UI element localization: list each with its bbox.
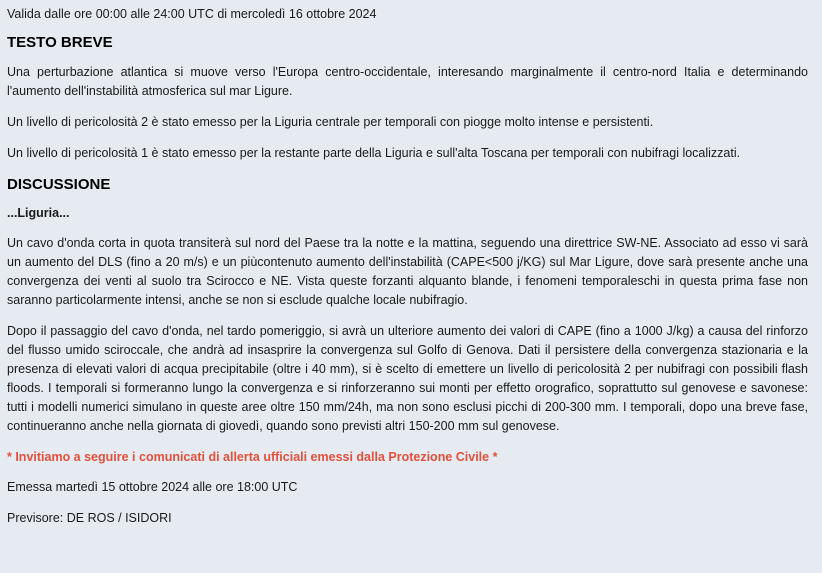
discussion-paragraph-1: Un cavo d'onda corta in quota transiterà sul nord del Paese tra la notte e la mattina, seguendo una direttrice SW-NE. Associato ad esso vi sarà un aumento del DLS (fino a 20 m/s) e un piùcontenuto aumento dell'instabilità (CAPE<500 j/KG) sul Mar Ligure, dove sarà presente anche una convergenza dei venti al suolo tra Scirocco e NE. Vista queste forzanti alquanto blande, i fenomeni temporaleschi in questa prima fase non saranno particolarmente intensi, anche se non si esclude qualche locale nubifragio.	[7, 236, 808, 307]
forecasters-line: Previsore: DE ROS / ISIDORI	[7, 511, 172, 525]
region-label: ...Liguria...	[7, 206, 70, 220]
discussion-heading: DISCUSSIONE	[7, 176, 111, 193]
issued-line: Emessa martedì 15 ottobre 2024 alle ore 18:00 UTC	[7, 480, 298, 494]
short-text-paragraph-2: Un livello di pericolosità 2 è stato emesso per la Liguria centrale per temporali con piogge molto intense e persistenti.	[7, 115, 654, 129]
discussion-paragraph-2: Dopo il passaggio del cavo d'onda, nel tardo pomeriggio, si avrà un ulteriore aumento dei valori di CAPE (fino a 1000 J/kg) a causa del rinforzo del flusso umido sciroccale, che andrà ad insasprire la convergenza sul Golfo di Genova. Dati il persistere della convergenza stazionaria e la presenza di elevati valori di acqua precipitabile (oltre i 40 mm), si è scelto di emettere un livello di pericolosità 2 per nubifragi con possibili flash floods. I temporali si formeranno lungo la convergenza e si rinforzeranno sui monti per effetto orografico, soprattutto sul genovese e savonese: tutti i modelli numerici simulano in queste aree oltre 150 mm/24h, ma non sono esclusi picchi di 200-300 mm. I temporali, dopo una breve fase, continueranno anche nella giornata di giovedì, quando sono previsti altri 150-200 mm sul genovese.	[7, 324, 808, 433]
alert-notice: * Invitiamo a seguire i comunicati di allerta ufficiali emessi dalla Protezione Civile *	[7, 450, 498, 464]
short-text-heading: TESTO BREVE	[7, 34, 113, 51]
short-text-paragraph-3: Un livello di pericolosità 1 è stato emesso per la restante parte della Liguria e sull'alta Toscana per temporali con nubifragi localizzati.	[7, 146, 741, 160]
short-text-paragraph-1: Una perturbazione atlantica si muove verso l'Europa centro-occidentale, interesando marginalmente il centro-nord Italia e determinando l'aumento dell'instabilità atmosferica sul mar Ligure.	[7, 65, 808, 98]
validity-line: Valida dalle ore 00:00 alle 24:00 UTC di mercoledì 16 ottobre 2024	[7, 7, 377, 21]
